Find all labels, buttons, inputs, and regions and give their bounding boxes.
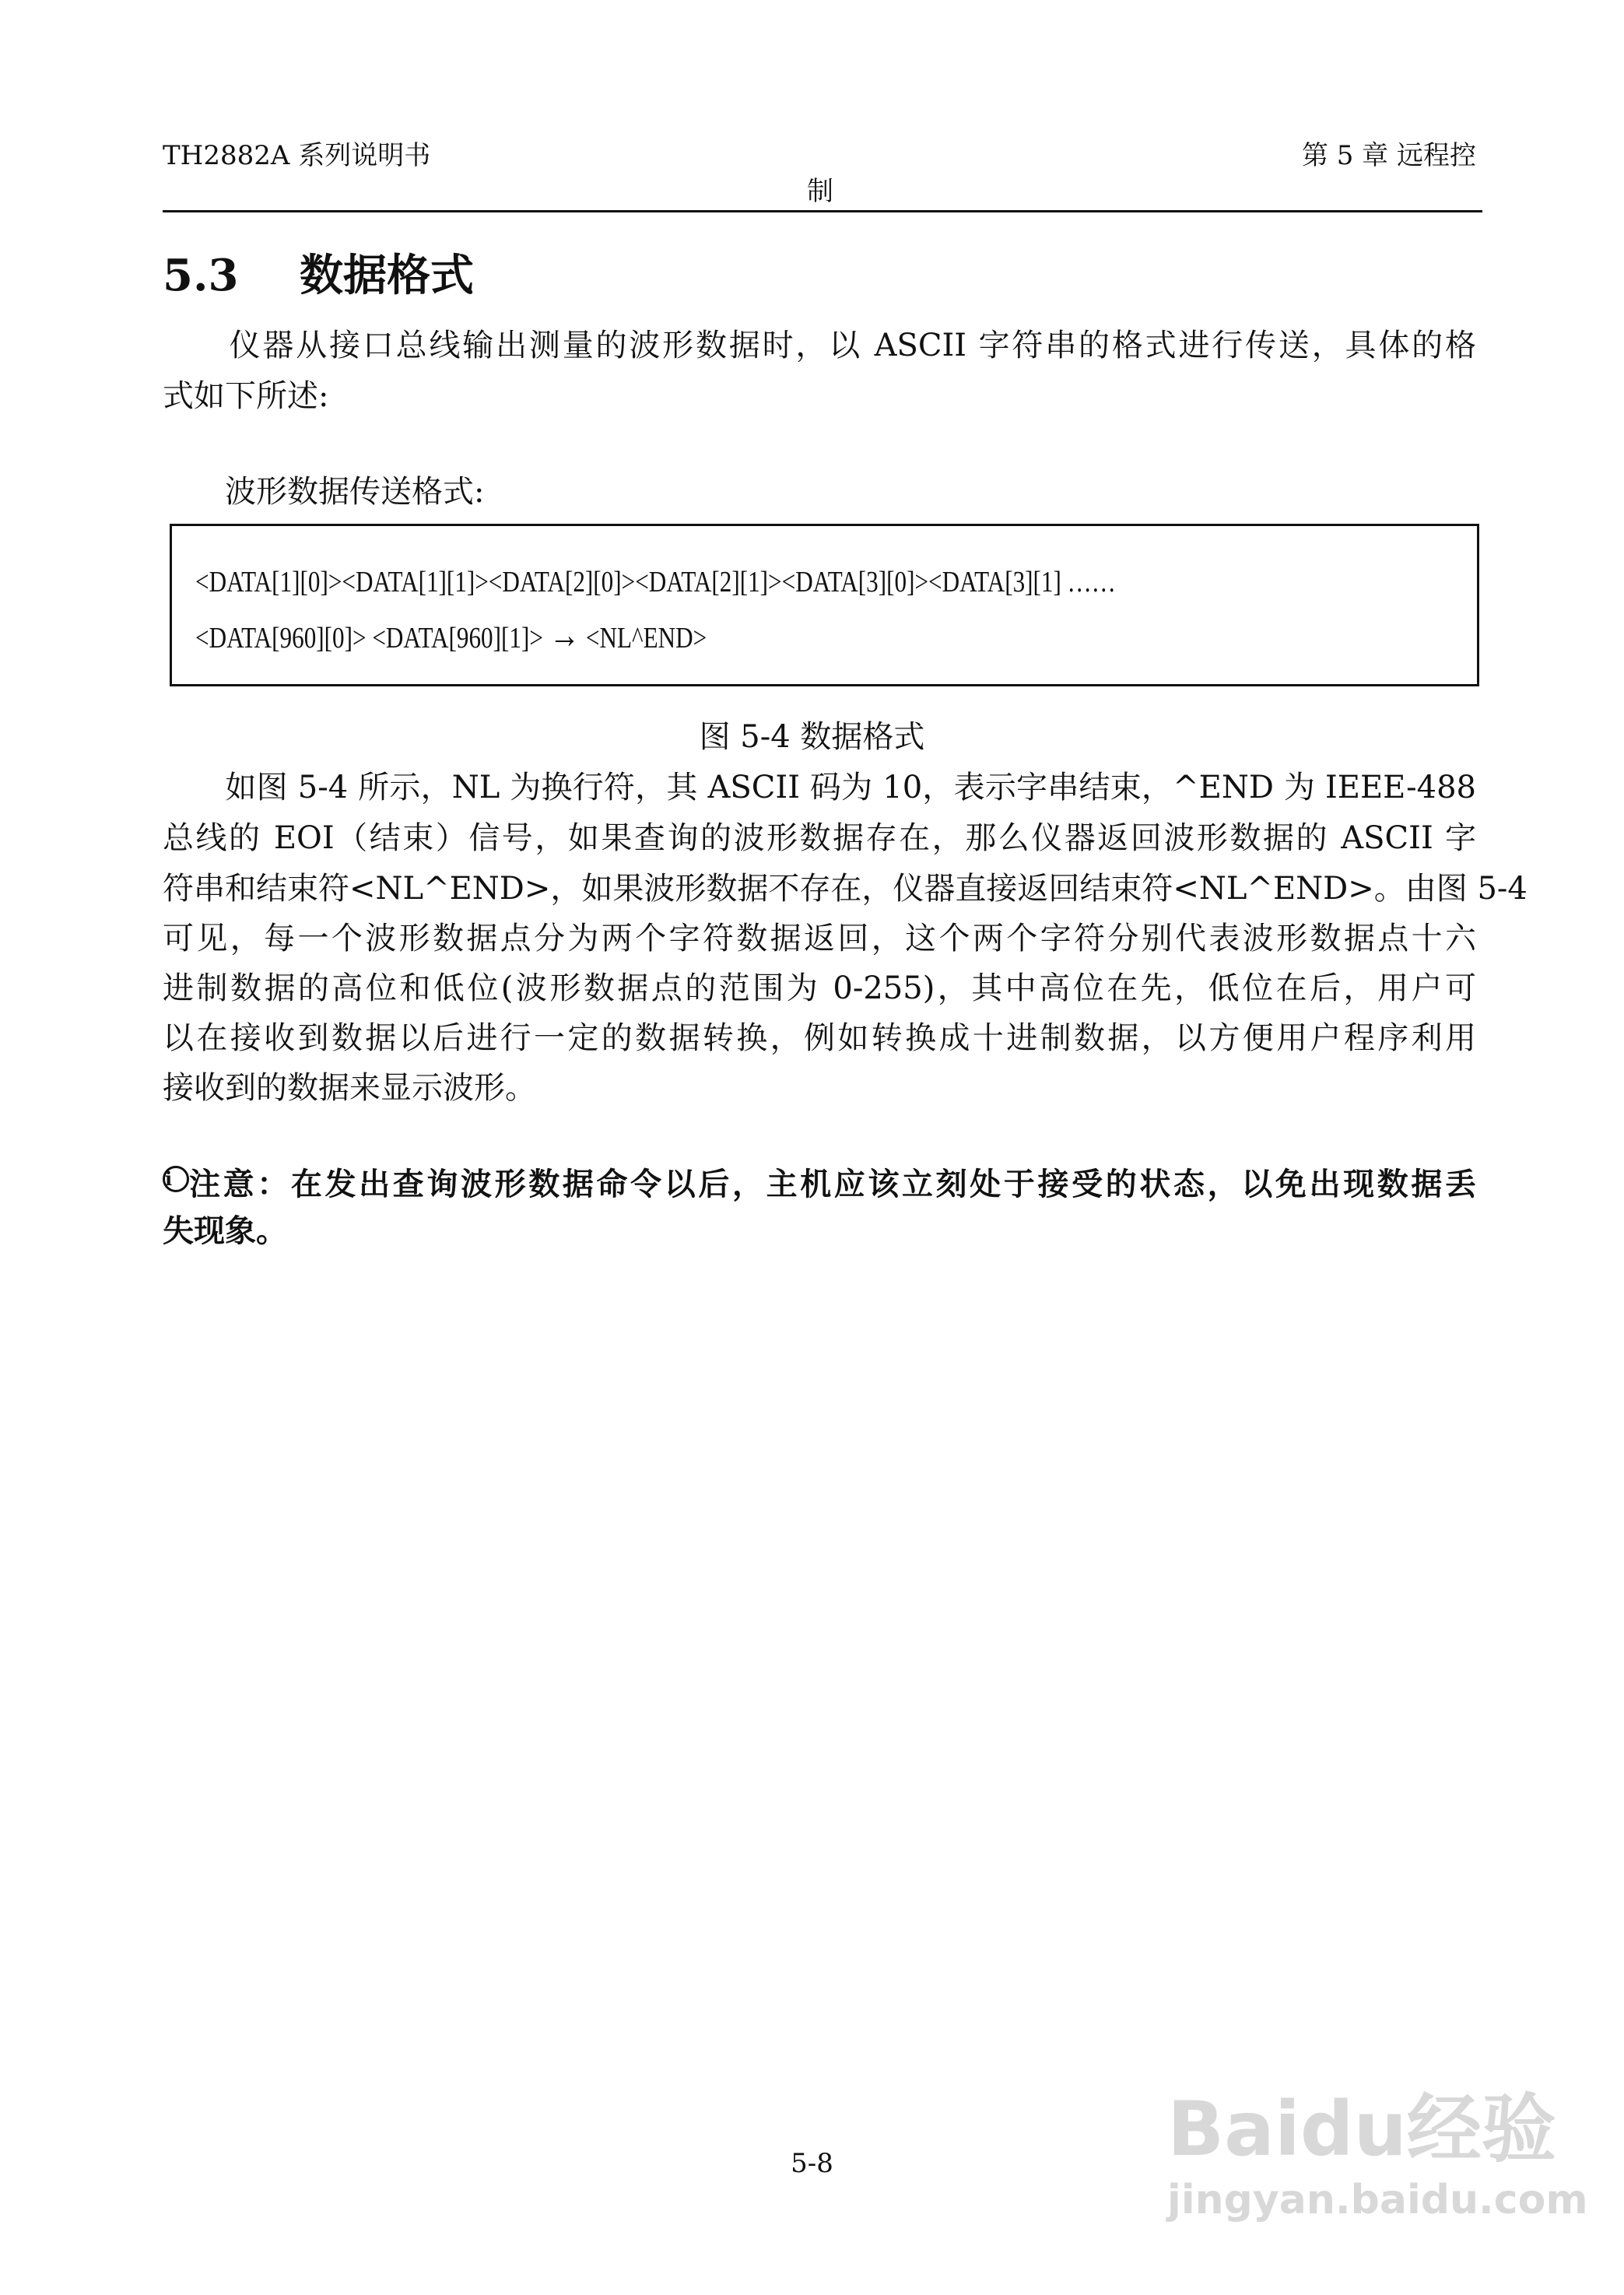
info-circle-icon: i xyxy=(163,1166,189,1192)
format-line-2-data: <DATA[960][0]> <DATA[960][1]> xyxy=(195,622,543,654)
body-line: 可见，每一个波形数据点分为两个字符数据返回，这个两个字符分别代表波形数据点十六 xyxy=(163,921,1476,956)
format-box xyxy=(170,524,1479,686)
body-line: 总线的 EOI（结束）信号，如果查询的波形数据存在，那么仪器返回波形数据的 ASCII 字 xyxy=(163,820,1476,856)
page-number: 5-8 xyxy=(791,2148,833,2179)
arrow-icon: → xyxy=(549,615,581,656)
intro-line: 仪器从接口总线输出测量的波形数据时，以 ASCII 字符串的格式进行传送，具体的格 xyxy=(163,328,1476,363)
body-line: 如图 5-4 所示，NL 为换行符，其 ASCII 码为 10，表示字串结束，^END 为 IEEE-488 xyxy=(163,770,1476,805)
watermark-logo xyxy=(1167,2070,1588,2223)
note-line xyxy=(163,1160,1476,1204)
body-line: 接收到的数据来显示波形。 xyxy=(163,1070,536,1106)
body-line: 以在接收到数据以后进行一定的数据转换，例如转换成十进制数据，以方便用户程序利用 xyxy=(163,1020,1476,1056)
header-right: 第 5 章 远程控 xyxy=(1301,140,1476,171)
section-heading xyxy=(163,241,474,304)
watermark-brand: Baidu经验 xyxy=(1167,2086,1556,2173)
format-line-2-end: <NL^END> xyxy=(585,622,707,654)
watermark-url: jingyan.baidu.com xyxy=(1167,2177,1588,2223)
format-line-2 xyxy=(195,614,707,657)
note-line: 失现象。 xyxy=(163,1212,287,1249)
format-label: 波形数据传送格式: xyxy=(163,474,485,510)
header-left: TH2882A 系列说明书 xyxy=(163,140,431,171)
section-number: 5.3 xyxy=(163,250,239,301)
figure-caption: 图 5-4 数据格式 xyxy=(699,719,925,755)
note-text: 注意：在发出查询波形数据命令以后，主机应该立刻处于接受的状态，以免出现数据丢 xyxy=(189,1166,1476,1202)
body-line: 符串和结束符<NL^END>，如果波形数据不存在，仪器直接返回结束符<NL^END>。由图 5-4 xyxy=(163,871,1528,907)
body-line: 进制数据的高位和低位(波形数据点的范围为 0-255)，其中高位在先，低位在后，用户可 xyxy=(163,970,1476,1006)
header-right-wrap: 制 xyxy=(807,176,833,207)
intro-line: 式如下所述: xyxy=(163,378,329,414)
format-line-1: <DATA[1][0]><DATA[1][1]><DATA[2][0]><DATA[2][1]><DATA[3][0]><DATA[3][1] …… xyxy=(195,566,1116,598)
section-title: 数据格式 xyxy=(300,250,474,301)
header-rule xyxy=(163,210,1482,212)
